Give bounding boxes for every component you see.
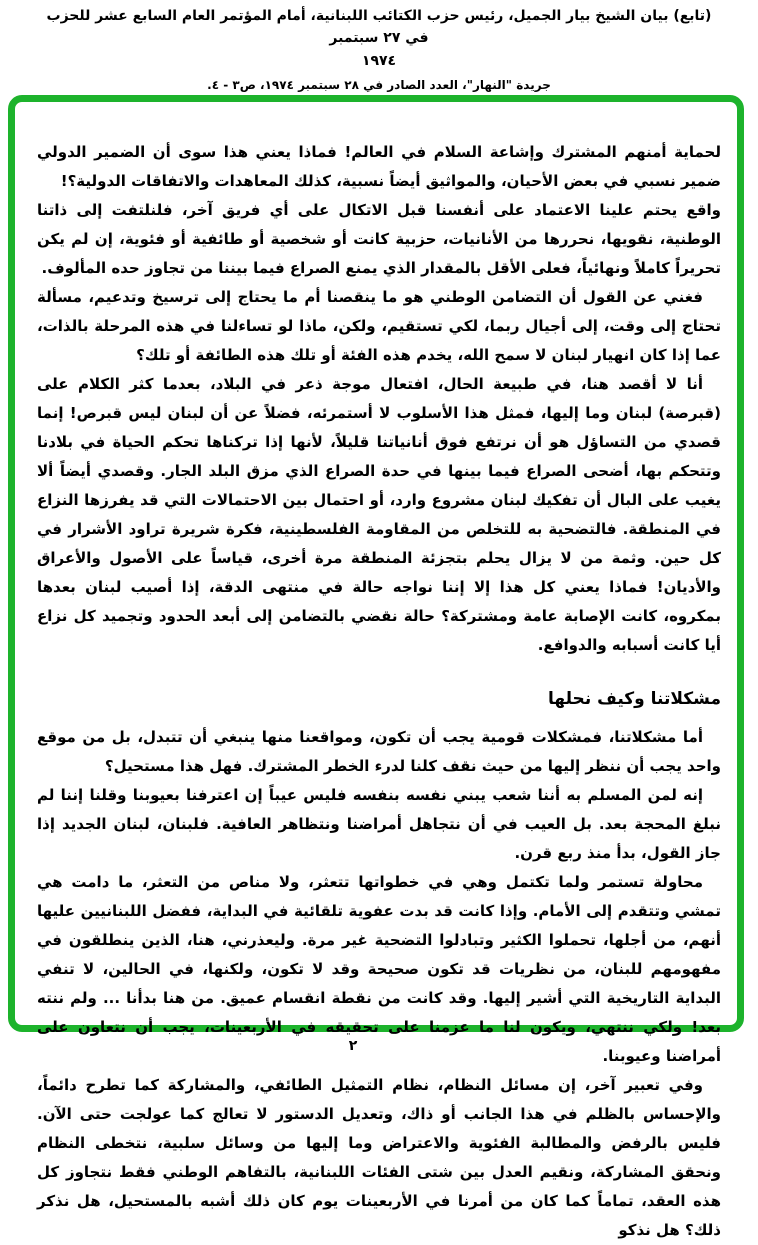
body-paragraph: أما مشكلاتنا، فمشكلات قومية يجب أن تكون، ومواقعنا منها ينبغي أن تتبدل، بل من موقع واحد يجب أن ننظر إليها من حيث نقف كلنا لدرء الخطر المشترك. فهل هذا مستحيل؟ (37, 727, 721, 775)
body-paragraph: إنه لمن المسلم به أننا شعب يبني نفسه بنفسه فليس عيباً إن اعترفنا بعيوبنا وقلنا إننا لم نبلغ المحجة بعد. بل العيب في أن نتجاهل أمراضنا ونتظاهر العافية. فلبنان، لبنان الجديد إذا جاز القول، بدأ منذ ربع قرن. (37, 785, 721, 862)
page-number: ٢ (348, 1038, 358, 1054)
body-paragraph: أنا لا أقصد هنا، في طبيعة الحال، افتعال موجة ذعر في البلاد، بعدما كثر الكلام على (قبرصة) لبنان وما إليها، فمثل هذا الأسلوب لا أستمرئه، فضلاً عن أن لبنان ليس قبرص! إنما قصدي من التساؤل هو أن نرتفع فوق أنانياتنا قليلاً، لأنها إذا تركناها تحكم الحياة في بلادنا وتتحكم بها، أضحى الصراع فيما بينها في حدة الصراع الذي مزق البلد الجار. وقصدي أيضاً ألا يغيب على البال أن تفكيك لبنان مشروع وارد، أو احتمال بين الاحتمالات التي قد يفرزها النزاع في المنطقة. فالتضحية به للتخلص من المقاومة الفلسطينية، فكرة شريرة تراود الأشرار في كل حين. وثمة من لا يزال يحلم بتجزئة المنطقة مرة أخرى، قياساً على الأصول والأعراق والأديان! فماذا يعني كل هذا إلا إننا نواجه حالة في منتهى الدقة، إذا أصيب لبنان بعدها بمكروه، كانت الإصابة عامة ومشتركة؟ حالة نقضي بالتضامن إلى أبعد الحدود وتجميد كل نزاع أيا كانت أسبابه والدوافع. (37, 375, 721, 654)
document-header (0, 6, 758, 94)
document-body (37, 138, 721, 1245)
body-paragraph: محاولة تستمر ولما تكتمل وهي في خطواتها تتعثر، ولا مناص من التعثر، ما دامت هي تمشي وتتقدم إلى الأمام. وإذا كانت قد بدت عفوية تلقائية في البداية، ففضل اللبنانيين عليها أنهم، من أجلها، تحملوا الكثير وتبادلوا التضحية غير مرة. وليعذرني، هنا، الذين ينطلقون في مفهومهم للبنان، من نظريات قد تكون صحيحة وقد لا تكون، ولكنها، في الحالين، لا تنفي البداية التاريخية التي أشير إليها. وقد كانت من نقطة انقسام عميق. من هنا بدأنا ... ولم ننته بعد! ولكي ننتهي، ويكون لنا ما عزمنا على تحقيقه في الأربعينات، يجب أن نتعاون على أمراضنا وعيوبنا. (37, 872, 721, 1065)
document-title-year: ١٩٧٤ (361, 53, 397, 70)
highlight-frame (8, 95, 744, 1239)
source-citation: جريدة "النهار"، العدد الصادر في ٢٨ سبتمبر ١٩٧٤، ص٣ - ٤. (207, 78, 551, 93)
body-paragraph: وفي تعبير آخر، إن مسائل النظام، نظام التمثيل الطائفي، والمشاركة كما تطرح دائماً، والإحساس بالظلم في هذا الجانب أو ذاك، وتعديل الدستور لا تعالج كما عولجت حتى الآن. فليس بالرفض والمطالبة الفئوية والاعتراض وما إليها من وسائل سلبية، نتخطى النظام ونحقق المشاركة، ونقيم العدل بين شتى الفئات اللبنانية، بالتفاهم الوطني فقط نتجاوز كل هذه العقد، تماماً كما كان من أمرنا في الأربعينات يوم كان ذلك أشبه بالمستحيل، هل نذكر ذلك؟ هل نذكو (37, 1075, 721, 1239)
document-title: (تابع) بيان الشيخ بيار الجميل، رئيس حزب الكتائب اللبنانية، أمام المؤتمر العام السابع عشر للحزب في ٢٧ سبتمبر (46, 8, 712, 46)
body-paragraph: واقع يحتم علينا الاعتماد على أنفسنا قبل الاتكال على أي فريق آخر، فلنلتفت إلى ذاتنا الوطنية، نقويها، نحررها من الأنانيات، حزبية كانت أو شخصية أو طائفية أو فئوية، إن لم يكن تحريراً كاملاً ونهائياً، فعلى الأقل بالمقدار الذي يمنع الصراع فيما بيننا من تجاوز حده المألوف. (37, 201, 721, 277)
body-paragraph: فغني عن القول أن التضامن الوطني هو ما ينقصنا أم ما يحتاج إلى ترسيخ وتدعيم، مسألة تحتاج إلى وقت، إلى أجيال ربما، لكي تستقيم، ولكن، ماذا لو تساءلنا في هذه المرحلة بالذات، عما إذا كان انهيار لبنان لا سمح الله، يخدم هذه الفئة أو تلك هذه الطائفة أو تلك؟ (37, 288, 721, 364)
section-heading: مشكلاتنا وكيف نحلها (548, 689, 721, 709)
body-paragraph: لحماية أمنهم المشترك وإشاعة السلام في العالم! فماذا يعني هذا سوى أن الضمير الدولي ضمير نسبي في بعض الأحيان، والمواثيق أيضاً نسبية، كذلك المعاهدات والاتفاقات الدولية؟! (37, 143, 721, 190)
